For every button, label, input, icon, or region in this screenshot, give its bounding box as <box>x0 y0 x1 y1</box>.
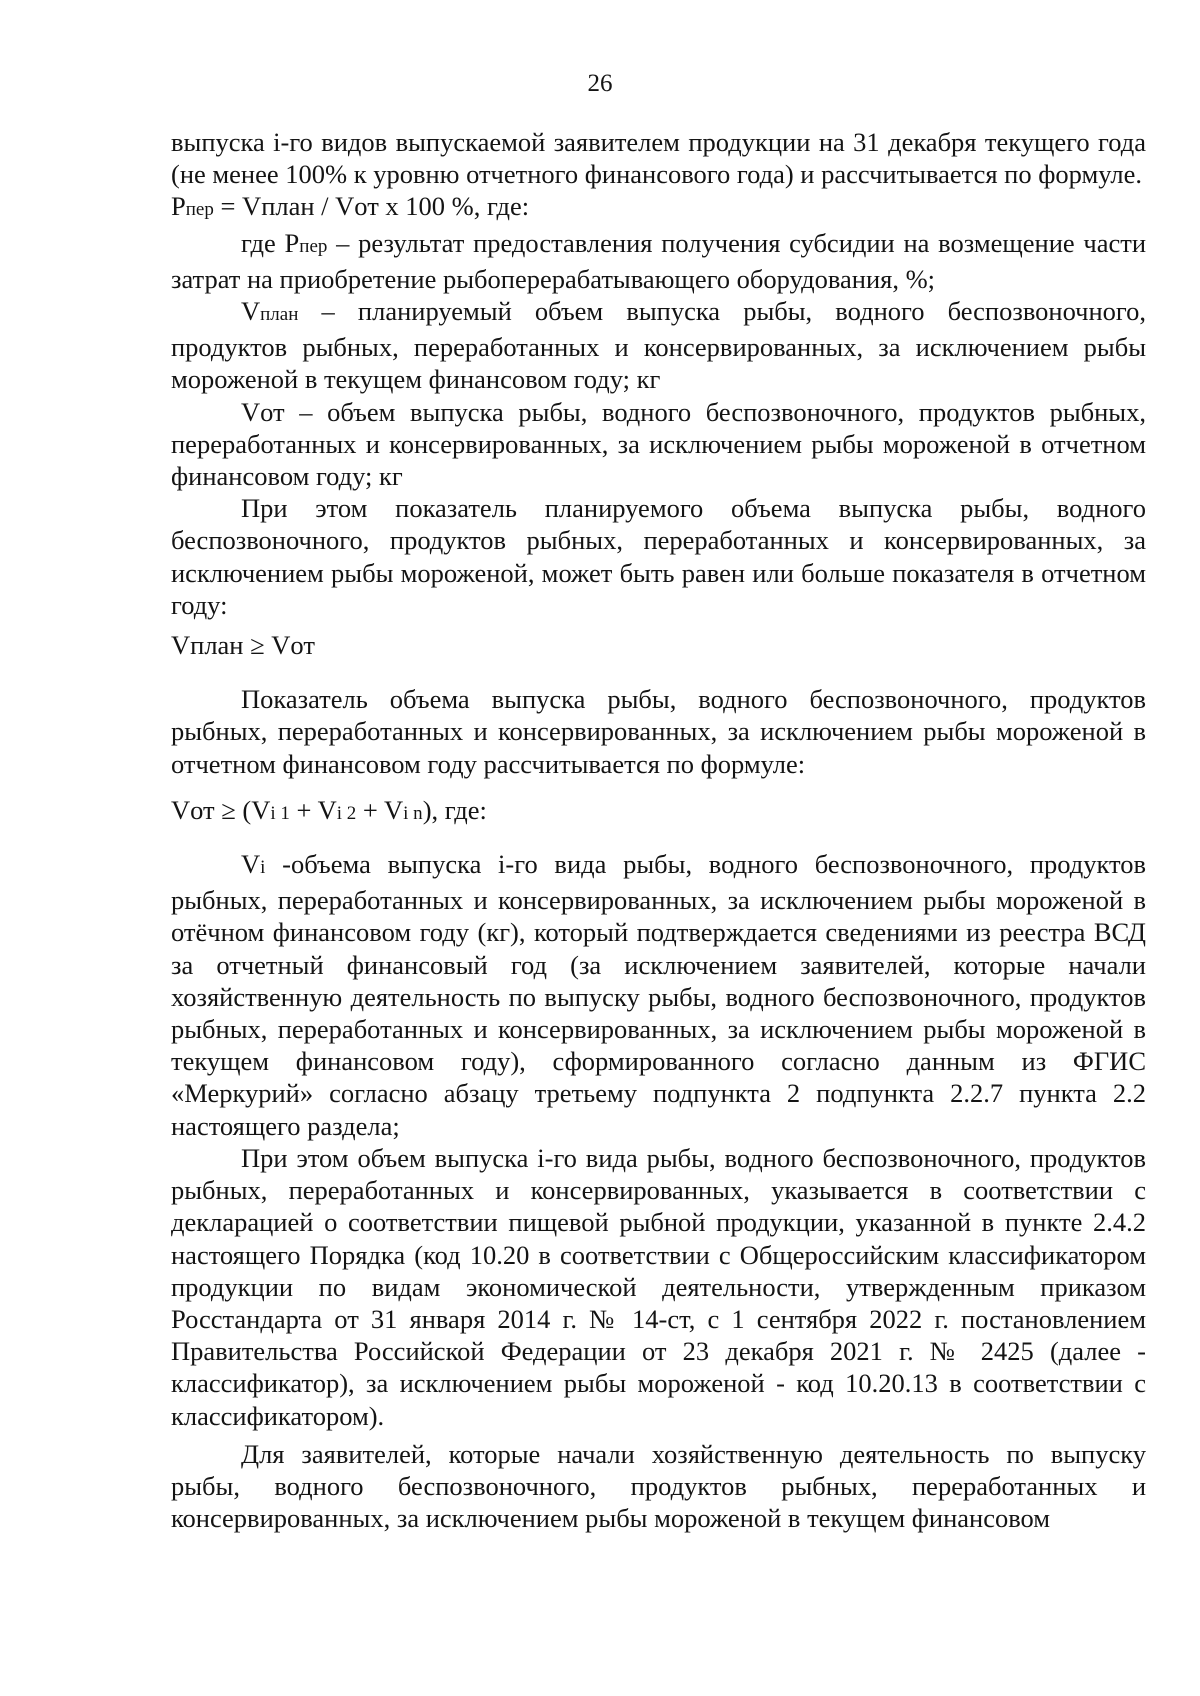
formula-p-subscript: пер <box>185 199 214 221</box>
definition-p-intro: где <box>241 227 285 258</box>
definition-vi-subscript: i <box>260 857 266 879</box>
formula-sum-part-b: + V <box>289 794 337 825</box>
definition-vplan-text: – планируемый объем выпуска рыбы, водного беспозвоночного, продуктов рыбных, переработанных и консервированных, за исключением рыбы мороженой в текущем финансовом году; кг <box>171 296 1146 395</box>
definition-vplan-symbol: V <box>241 296 261 327</box>
formula-sum-part-d: ), где: <box>422 794 487 825</box>
paragraph-intro: выпуска i-го видов выпускаемой заявителем продукции на 31 декабря текущего года (не менее 100% к уровню отчетного финансового года) и рассчитывается по формуле. <box>171 127 1146 190</box>
definition-vot: Vот – объем выпуска рыбы, водного беспозвоночного, продуктов рыбных, переработанных и консервированных, за исключением рыбы мороженой в отчетном финансовом году; кг <box>171 396 1146 492</box>
definition-p <box>171 227 1146 295</box>
paragraph-planned-indicator: При этом показатель планируемого объема выпуска рыбы, водного беспозвоночного, продуктов рыбных, переработанных и консервированных, за исключением рыбы мороженой, может быть равен или больше показателя в отчетном году: <box>171 493 1146 620</box>
definition-p-symbol: P <box>284 227 300 258</box>
formula-sum-part-a: Vот ≥ (V <box>171 794 271 825</box>
formula-sum-sub-n: i n <box>403 802 423 824</box>
definition-p-subscript: пер <box>299 235 328 257</box>
document-body <box>171 126 1146 1534</box>
definition-vplan <box>171 295 1146 396</box>
definition-vi-symbol: V <box>241 849 261 880</box>
formula-result <box>171 190 1146 226</box>
definition-vi-text: -объема выпуска i-го вида рыбы, водного беспозвоночного, продуктов рыбных, переработанных и консервированных, за исключением рыбы мороженой в отёчном финансовом году (кг), который подтверждается сведениями из реестра ВСД за отчетный финансовый год (за исключением заявителей, которые начали хозяйственную деятельность по выпуску рыбы, водного беспозвоночного, продуктов рыбных, переработанных и консервированных, за исключением рыбы мороженой в текущем финансовом году), сформированного согласно данным из ФГИС «Меркурий» согласно абзацу третьему подпункта 2 подпункта 2.2.7 пункта 2.2 настоящего раздела; <box>171 849 1146 1141</box>
paragraph-declaration: При этом объем выпуска i-го вида рыбы, водного беспозвоночного, продуктов рыбных, переработанных и консервированных, указывается в соответствии с декларацией о соответствии пищевой рыбной продукции, указанной в пункте 2.4.2 настоящего Порядка (код 10.20 в соответствии с Общероссийским классификатором продукции по видам экономической деятельности, утвержденным приказом Росстандарта от 31 января 2014 г. № 14-ст, с 1 сентября 2022 г. постановлением Правительства Российской Федерации от 23 декабря 2021 г. № 2425 (далее - классификатор), за исключением рыбы мороженой - код 10.20.13 в соответствии с классификатором). <box>171 1142 1146 1431</box>
paragraph-new-applicants: Для заявителей, которые начали хозяйственную деятельность по выпуску рыбы, водного беспозвоночного, продуктов рыбных, переработанных и консервированных, за исключением рыбы мороженой в текущем финансовом <box>171 1438 1146 1534</box>
formula-sum-part-c: + V <box>356 794 404 825</box>
formula-p-symbol: P <box>171 191 186 222</box>
formula-sum-sub-2: i 2 <box>336 802 357 824</box>
formula-sum <box>171 794 1146 830</box>
definition-vplan-subscript: план <box>260 304 299 326</box>
formula-sum-sub-1: i 1 <box>270 802 290 824</box>
formula-inequality: Vплан ≥ Vот <box>171 630 315 661</box>
definition-p-text: – результат предоставления получения субсидии на возмещение части затрат на приобретение рыбоперерабатывающего оборудования, %; <box>171 227 1147 294</box>
definition-vi <box>171 848 1146 1142</box>
page-number: 26 <box>587 70 613 97</box>
paragraph-volume-indicator: Показатель объема выпуска рыбы, водного беспозвоночного, продуктов рыбных, переработанных и консервированных, за исключением рыбы мороженой в отчетном финансовом году рассчитывается по формуле: <box>171 684 1146 779</box>
formula-result-rest: = Vплан / Vот х 100 %, где: <box>213 191 530 222</box>
